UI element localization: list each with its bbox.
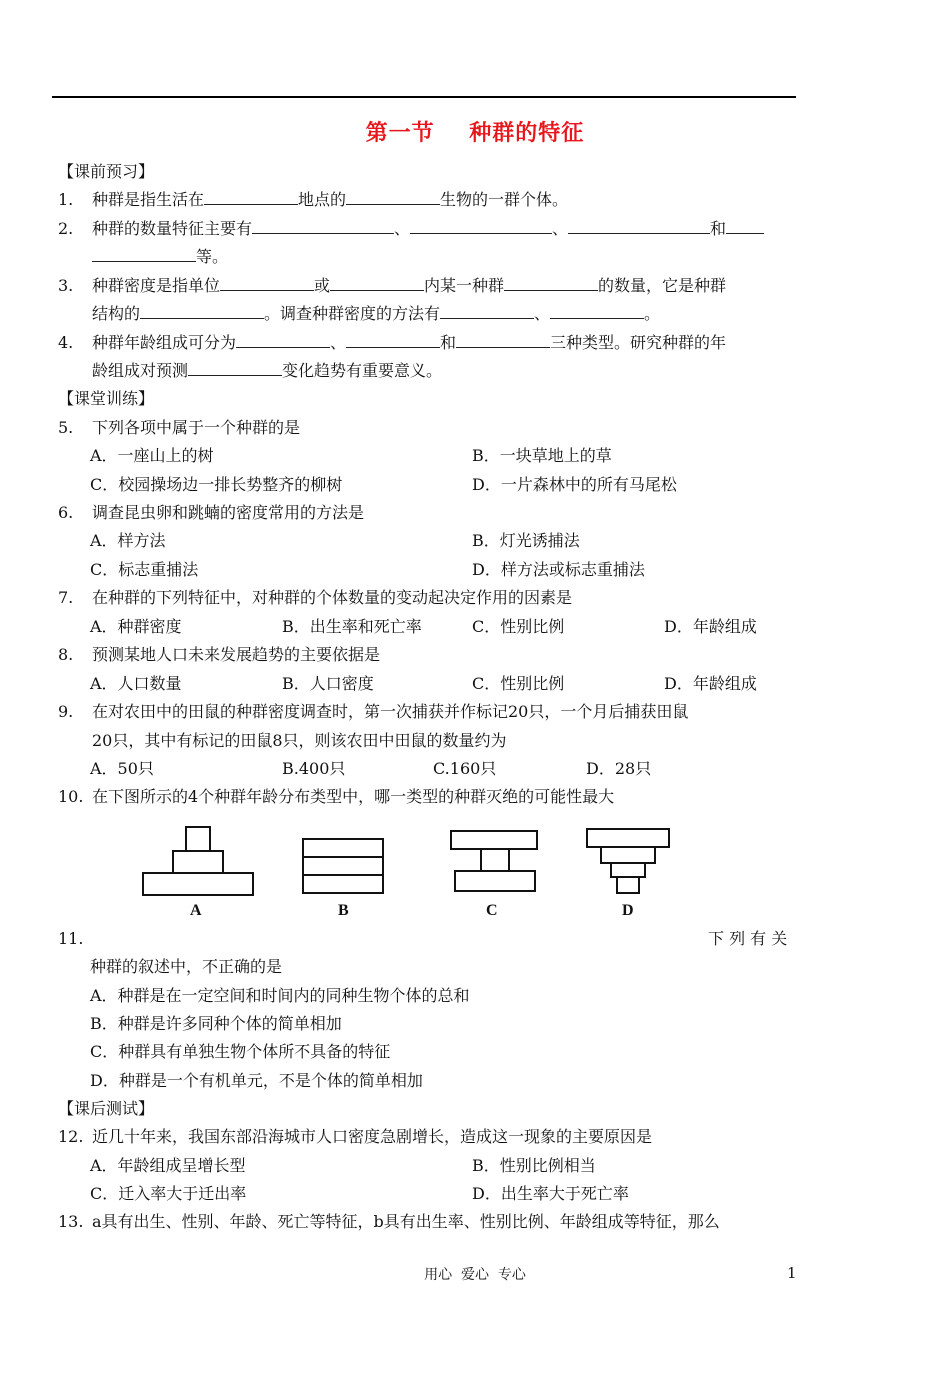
q12-option-d: D．出生率大于死亡率 <box>472 1184 629 1203</box>
question-4: 4. 种群年龄组成可分为 、 和 三种类型。研究种群的年 <box>58 333 727 352</box>
q11-option-d: D．种群是一个有机单元，不是个体的简单相加 <box>90 1071 423 1090</box>
header-rule <box>52 96 796 98</box>
question-7: 7. 在种群的下列特征中，对种群的个体数量的变动起决定作用的因素是 <box>58 588 573 607</box>
question-5: 5. 下列各项中属于一个种群的是 <box>58 418 301 437</box>
question-2: 2. 种群的数量特征主要有 、 、 和 <box>58 219 764 241</box>
question-1: 1. 种群是指生活在 地点的 生物的一群个体。 <box>58 190 569 209</box>
q9-option-c: C.160只 <box>433 759 497 778</box>
question-3: 3. 种群密度是指单位 或 内某一种群 的数量，它是种群 <box>58 276 727 295</box>
figure-a-bottom-bar <box>142 872 254 896</box>
q8-option-b: B．人口密度 <box>282 674 374 693</box>
figure-b-middle-bar <box>302 856 384 876</box>
figure-label-a: A <box>190 902 202 919</box>
q12-option-c: C．迁入率大于迁出率 <box>90 1184 247 1203</box>
q7-option-d: D．年龄组成 <box>664 617 757 636</box>
section-class: 【课堂训练】 <box>58 389 155 408</box>
question-12: 12. 近几十年来，我国东部沿海城市人口密度急剧增长，造成这一现象的主要原因是 <box>58 1127 653 1146</box>
question-11: 11. <box>58 929 84 948</box>
q11-option-a: A．种群是在一定空间和时间内的同种生物个体的总和 <box>90 986 470 1005</box>
q7-option-b: B．出生率和死亡率 <box>282 617 422 636</box>
page-title: 第一节 种群的特征 <box>365 120 585 146</box>
question-11-tail: 下 列 有 关 <box>708 929 788 948</box>
figure-label-d: D <box>622 902 634 919</box>
figure-c-middle-bar <box>480 848 510 872</box>
question-2-cont: 等。 <box>58 247 228 269</box>
page-footer: 用心 爱心 专心 <box>424 1267 526 1283</box>
q8-option-d: D．年龄组成 <box>664 674 757 693</box>
figure-c-bottom-bar <box>454 870 536 892</box>
question-3-cont: 结构的 。调查种群密度的方法有 、 。 <box>92 304 661 323</box>
figure-d-top-bar <box>586 828 670 848</box>
q9-option-b: B.400只 <box>282 759 346 778</box>
q6-option-b: B．灯光诱捕法 <box>472 531 580 550</box>
q5-option-b: B．一块草地上的草 <box>472 446 612 465</box>
q11-option-b: B．种群是许多同种个体的简单相加 <box>90 1014 342 1033</box>
figure-label-c: C <box>486 902 498 919</box>
q6-option-a: A．样方法 <box>90 531 166 550</box>
q11-option-c: C．种群具有单独生物个体所不具备的特征 <box>90 1042 391 1061</box>
q6-option-d: D．样方法或标志重捕法 <box>472 560 645 579</box>
q5-option-c: C．校园操场边一排长势整齐的柳树 <box>90 475 343 494</box>
figure-d-bottom-bar <box>616 876 640 894</box>
q7-option-c: C．性别比例 <box>472 617 565 636</box>
q9-option-a: A．50只 <box>90 759 154 778</box>
q8-option-c: C．性别比例 <box>472 674 565 693</box>
section-after: 【课后测试】 <box>58 1099 155 1118</box>
figure-label-b: B <box>338 902 349 919</box>
figure-b-bottom-bar <box>302 874 384 894</box>
question-4-cont: 龄组成对预测 变化趋势有重要意义。 <box>92 361 443 380</box>
q9-option-d: D．28只 <box>586 759 652 778</box>
question-8: 8. 预测某地人口未来发展趋势的主要依据是 <box>58 645 381 664</box>
q7-option-a: A．种群密度 <box>90 617 182 636</box>
q12-option-a: A．年龄组成呈增长型 <box>90 1156 246 1175</box>
question-9-cont: 20只，其中有标记的田鼠8只，则该农田中田鼠的数量约为 <box>92 731 507 750</box>
q12-option-b: B．性别比例相当 <box>472 1156 596 1175</box>
question-13: 13. a具有出生、性别、年龄、死亡等特征，b具有出生率、性别比例、年龄组成等特征，那么 <box>58 1212 720 1231</box>
q5-option-a: A．一座山上的树 <box>90 446 214 465</box>
figure-b-top-bar <box>302 838 384 858</box>
question-6: 6. 调查昆虫卵和跳蝻的密度常用的方法是 <box>58 503 365 522</box>
figure-a-middle-bar <box>172 850 224 874</box>
section-preview: 【课前预习】 <box>58 162 155 181</box>
q6-option-c: C．标志重捕法 <box>90 560 199 579</box>
figure-a-top-bar <box>185 826 211 852</box>
question-10: 10. 在下图所示的4个种群年龄分布类型中，哪一类型的种群灭绝的可能性最大 <box>58 787 615 806</box>
q8-option-a: A．人口数量 <box>90 674 182 693</box>
question-9: 9. 在对农田中的田鼠的种群密度调查时，第一次捕获并作标记20只，一个月后捕获田鼠 <box>58 702 689 721</box>
q5-option-d: D．一片森林中的所有马尾松 <box>472 475 677 494</box>
figure-c-top-bar <box>450 830 538 850</box>
page-number: 1 <box>787 1264 797 1282</box>
question-11-text: 种群的叙述中，不正确的是 <box>90 957 283 976</box>
